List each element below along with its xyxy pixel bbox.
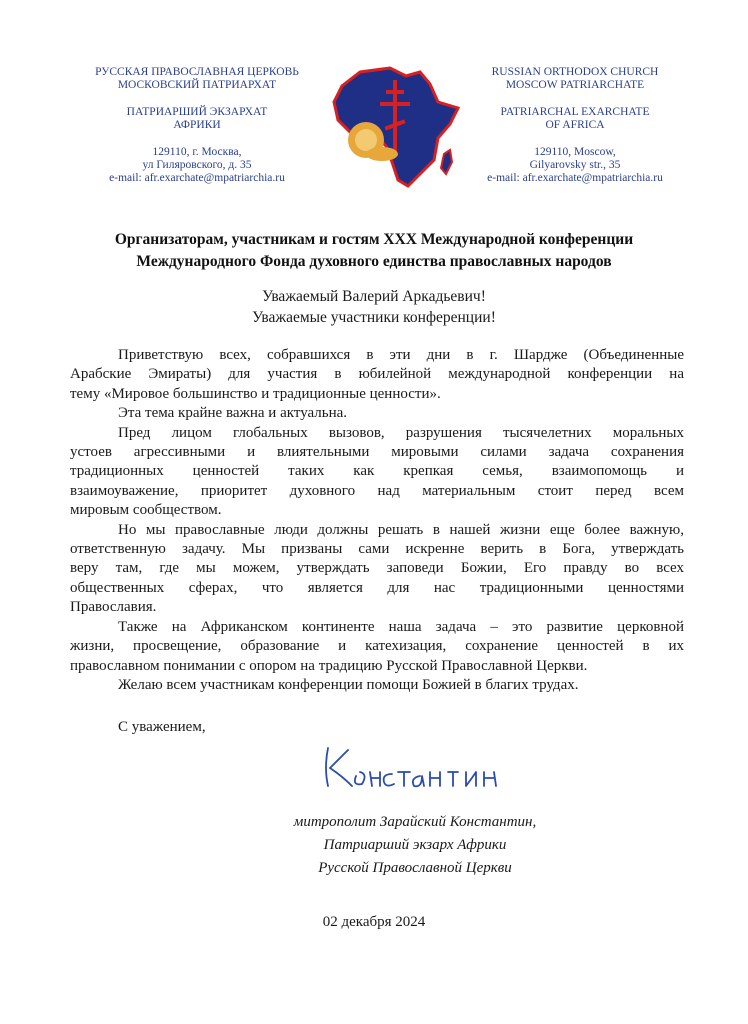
paragraph: Эта тема крайне важна и актуальна.: [118, 405, 348, 422]
address-ru: 129110, г. Москва, ул Гиляровского, д. 35 e-mail: afr.exarchate@mpatriarchia.ru: [72, 146, 322, 185]
closing-phrase: С уважением,: [118, 719, 206, 735]
letter-date: 02 декабря 2024: [322, 914, 426, 930]
address-en: 129110, Moscow, Gilyarovsky str., 35 e-mail: afr.exarchate@mpatriarchia.ru: [460, 146, 690, 185]
paragraph: Также на Африканском континенте наша задача – это развитие церковной жизни, просвещение, образование и катехизация, сохранение ценностей в их православном понимании с опором на традицию Русской Православной Церкви.: [70, 618, 684, 674]
org-name-en: RUSSIAN ORTHODOX CHURCH MOSCOW PATRIARCHATE: [491, 66, 659, 91]
paragraph: Приветствую всех, собравшихся в эти дни в г. Шардже (Объединенные Арабские Эмираты) для участия в юбилейной международной конференции на тему «Мировое большинство и традиционные ценности».: [70, 347, 684, 402]
exarchate-logo: [320, 62, 470, 192]
letterhead-left: [72, 66, 322, 185]
exarchate-name-ru: ПАТРИАРШИЙ ЭКЗАРХАТ АФРИКИ: [126, 106, 268, 131]
org-name-ru: РУССКАЯ ПРАВОСЛАВНАЯ ЦЕРКОВЬ МОСКОВСКИЙ ПАТРИАРХАТ: [95, 66, 299, 91]
letter-body: [70, 346, 684, 695]
paragraph: Желаю всем участникам конференции помощи Божией в благих трудах.: [118, 676, 579, 693]
paragraph: Но мы православные люди должны решать в нашей жизни еще более важную, ответственную задачу. Мы призваны сами искренне верить в Бога, утверждать веру там, где мы можем, утверждать заповеди Божии, Его правду во всех общественных сферах, что является для нас традиционными ценностями Православия.: [70, 521, 684, 616]
madagascar-shape: [441, 150, 452, 174]
handwritten-signature: [318, 728, 518, 798]
letterhead-right: [460, 66, 690, 185]
email-ru: e-mail: afr.exarchate@mpatriarchia.ru: [109, 172, 285, 184]
exarchate-name-en: PATRIARCHAL EXARCHATE OF AFRICA: [500, 106, 650, 131]
email-en: e-mail: afr.exarchate@mpatriarchia.ru: [487, 172, 663, 184]
signer-block: митрополит Зарайский Константин, Патриарший экзарх Африки Русской Православной Церкви: [293, 814, 537, 876]
salutation: Уважаемый Валерий Аркадьевич! Уважаемые участники конференции!: [252, 288, 496, 326]
paragraph: Пред лицом глобальных вызовов, разрушения тысячелетних моральных устоев агрессивными и влиятельными мировыми силами задача сохранения традиционных ценностей таких как крепкая семья, взаимопомощь и взаимоуважение, приоритет духовного над материальным стоит перед всем мировым сообществом.: [70, 424, 684, 519]
letter-title: Организаторам, участникам и гостям XXX Международной конференции Международного Фонда духовного единства православных народов: [114, 231, 634, 270]
